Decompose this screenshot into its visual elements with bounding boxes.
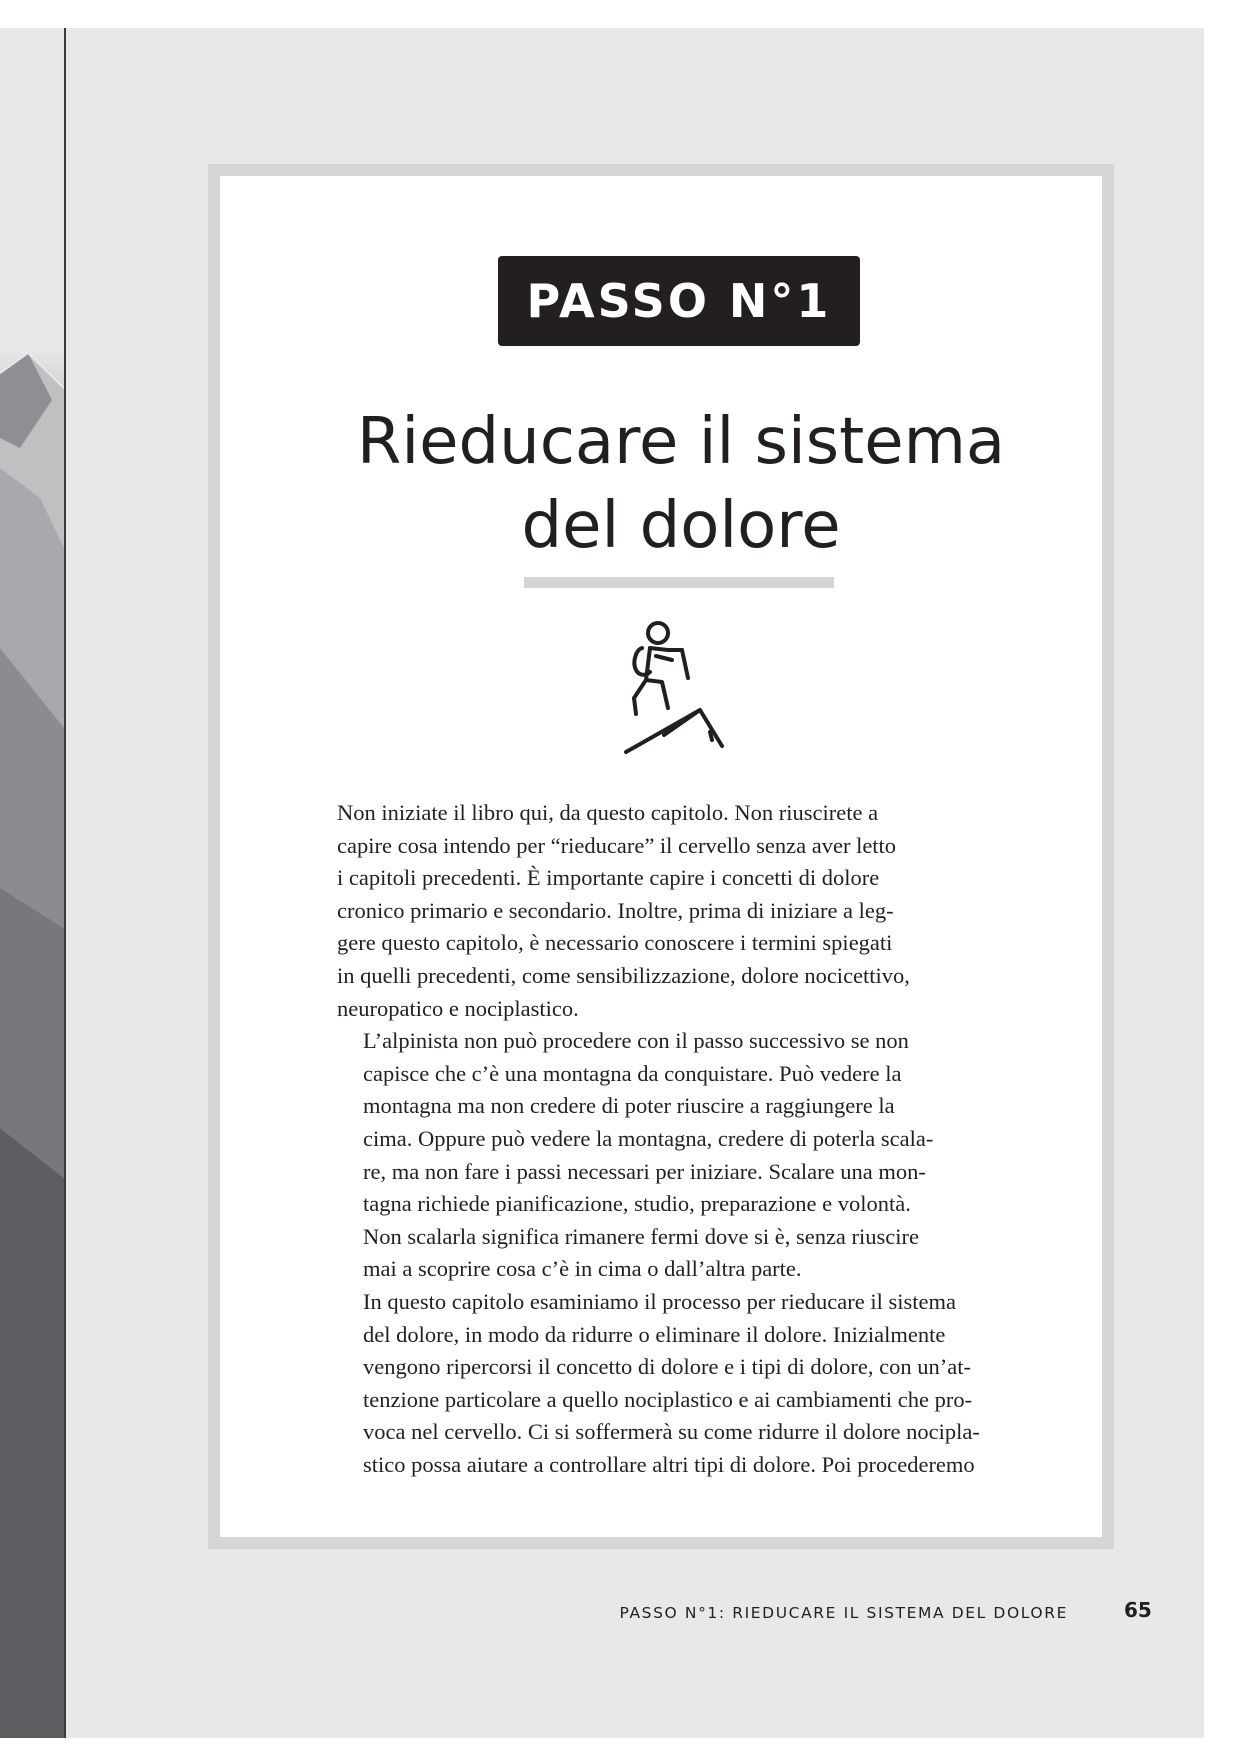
text-line: stico possa aiutare a controllare altri tipi di dolore. Poi procederemo	[363, 1451, 975, 1477]
text-line: In questo capitolo esaminiamo il processo per rieducare il sistema	[363, 1288, 956, 1314]
mountain-climber-icon	[606, 620, 744, 755]
paragraph-3	[337, 1286, 1027, 1482]
text-line: Non iniziate il libro qui, da questo capitolo. Non riuscirete a	[337, 800, 879, 825]
page-number: 65	[1124, 1598, 1152, 1622]
text-line: montagna ma non credere di poter riuscire a raggiungere la	[363, 1093, 895, 1119]
text-line: L’alpinista non può procedere con il passo successivo se non	[363, 1028, 909, 1054]
body-text	[337, 797, 1027, 1481]
chapter-title-line-1: Rieducare il sistema	[356, 405, 1006, 479]
step-badge: PASSO N°1	[498, 256, 860, 346]
text-line: gere questo capitolo, è necessario conoscere i termini spiegati	[337, 930, 893, 956]
text-line: tagna richiede pianificazione, studio, preparazione e volontà.	[363, 1191, 911, 1217]
running-head: PASSO N°1: RIEDUCARE IL SISTEMA DEL DOLORE	[619, 1604, 1068, 1622]
chapter-title-line-2: del dolore	[521, 489, 841, 563]
text-line: tenzione particolare a quello nociplastico e ai cambiamenti che pro-	[363, 1386, 973, 1412]
text-line: neuropatico e nociplastico.	[337, 995, 579, 1021]
text-line: del dolore, in modo da ridurre o eliminare il dolore. Inizialmente	[363, 1321, 946, 1347]
text-line: in quelli precedenti, come sensibilizzazione, dolore nocicettivo,	[337, 962, 910, 988]
text-line: Non scalarla significa rimanere fermi dove si è, senza riuscire	[363, 1223, 920, 1249]
text-line: capisce che c’è una montagna da conquistare. Può vedere la	[363, 1060, 902, 1086]
text-line: voca nel cervello. Ci si soffermerà su come ridurre il dolore nocipla-	[363, 1419, 980, 1445]
text-line: vengono ripercorsi il concetto di dolore e i tipi di dolore, con un’at-	[363, 1354, 971, 1380]
text-line: capire cosa intendo per “rieducare” il cervello senza aver letto	[337, 832, 897, 858]
text-line: cronico primario e secondario. Inoltre, prima di iniziare a leg-	[337, 897, 894, 923]
title-divider	[524, 577, 834, 588]
text-line: i capitoli precedenti. È importante capire i concetti di dolore	[337, 865, 880, 891]
text-line: mai a scoprire cosa c’è in cima o dall’altra parte.	[363, 1256, 802, 1282]
mountain-illustration	[0, 28, 66, 1738]
chapter-title	[260, 400, 1102, 568]
text-line: re, ma non fare i passi necessari per iniziare. Scalare una mon-	[363, 1158, 926, 1184]
text-line: cima. Oppure può vedere la montagna, credere di poterla scala-	[363, 1125, 934, 1151]
paragraph-2	[337, 1025, 1027, 1286]
paragraph-1	[337, 797, 1027, 1025]
